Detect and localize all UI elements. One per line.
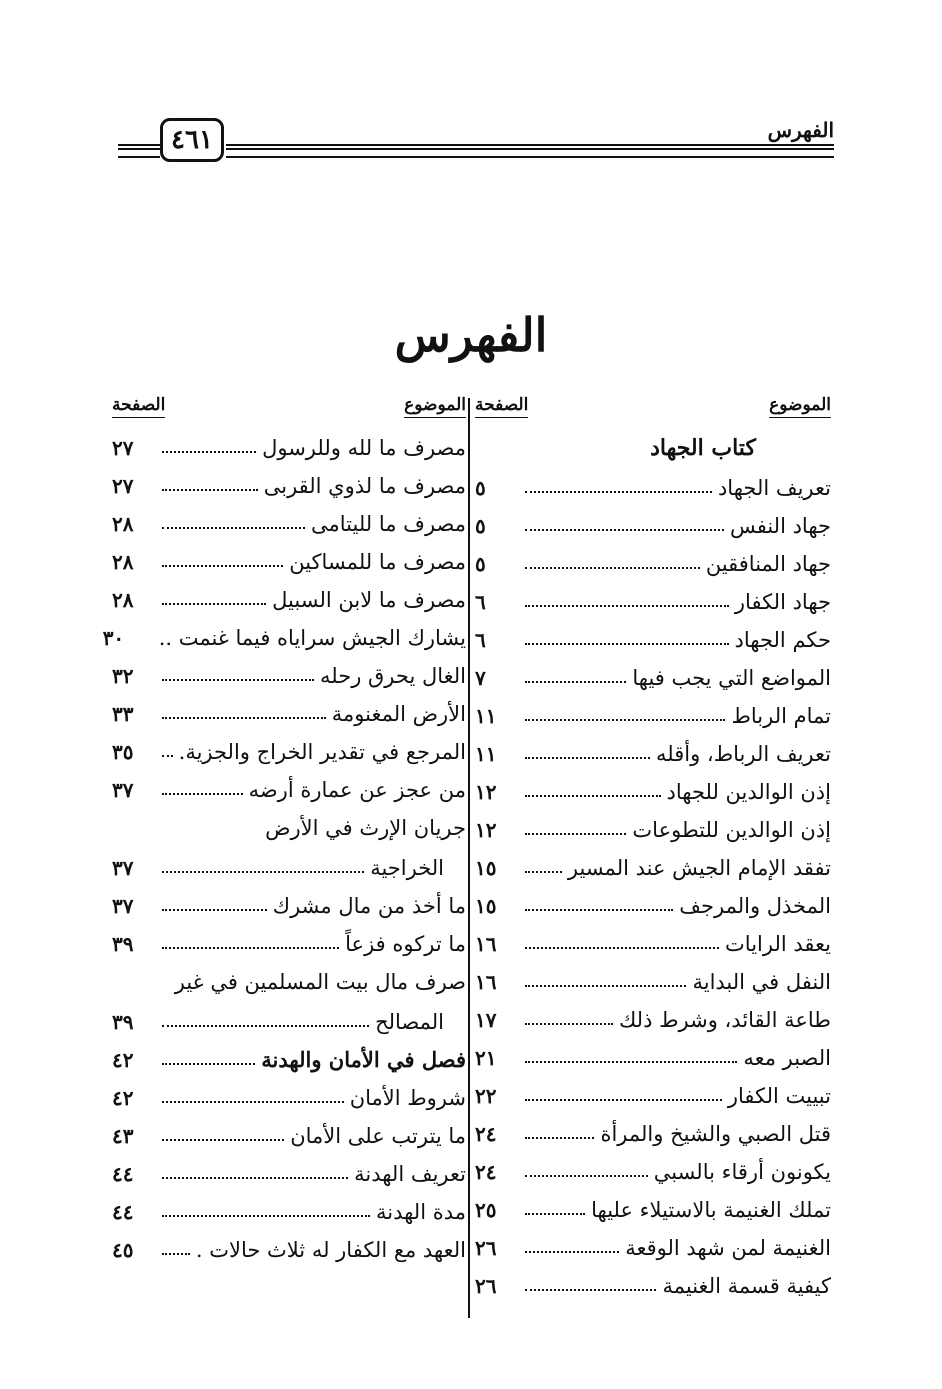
leader-dots <box>525 1212 585 1215</box>
leader-dots <box>525 908 673 911</box>
index-entry <box>112 1079 466 1117</box>
entry-page: ٢٨ <box>112 512 134 536</box>
index-entry <box>475 849 831 887</box>
entry-title: ما أخذ من مال مشرك <box>272 894 466 918</box>
entry-title: كيفية قسمة الغنيمة <box>662 1274 831 1298</box>
index-entry <box>475 583 831 621</box>
entry-page: ٣٩ <box>112 1010 134 1034</box>
leader-dots <box>162 526 305 529</box>
entry-title: المواضع التي يجب فيها <box>632 666 831 690</box>
entry-page: ٥ <box>475 514 486 538</box>
entry-page: ٤٤ <box>112 1200 134 1224</box>
entry-page: ١٦ <box>475 932 497 956</box>
entry-page: ٦ <box>475 628 486 652</box>
section-title: كتاب الجهاد <box>650 435 756 461</box>
entry-title: إذن الوالدين للجهاد <box>666 780 831 804</box>
leader-dots <box>162 946 339 949</box>
leader-dots <box>162 488 258 491</box>
leader-dots <box>525 1022 613 1025</box>
leader-dots <box>162 908 267 911</box>
column-header <box>112 395 466 429</box>
topic-heading: الموضوع <box>769 395 831 418</box>
index-entry <box>112 695 466 733</box>
leader-dots <box>162 1062 255 1065</box>
entry-page: ٥ <box>475 552 486 576</box>
index-entry <box>475 1191 831 1229</box>
leader-dots <box>525 680 626 683</box>
entry-title: من عجز عن عمارة أرضه <box>248 778 466 802</box>
leader-dots <box>525 1060 737 1063</box>
entry-page: ١٧ <box>475 1008 497 1032</box>
leader-dots <box>525 1250 619 1253</box>
leader-dots <box>162 678 314 681</box>
entry-title: مصرف ما لليتامى <box>311 512 466 536</box>
entry-title: حكم الجهاد <box>734 628 831 652</box>
leader-dots <box>525 794 661 797</box>
entry-page: ٣٧ <box>112 778 134 802</box>
leader-dots <box>525 946 719 949</box>
leader-dots <box>162 870 364 873</box>
index-entry <box>112 429 466 467</box>
index-entry <box>475 1153 831 1191</box>
entry-page: ٢٨ <box>112 550 134 574</box>
page-heading: الصفحة <box>475 395 528 418</box>
index-entry <box>475 1001 831 1039</box>
entry-title: تعريف الهدنة <box>354 1162 466 1186</box>
index-entry <box>475 1039 831 1077</box>
entry-page: ١١ <box>475 704 497 728</box>
entry-page: ٢١ <box>475 1046 497 1070</box>
entry-page: ١٦ <box>475 970 497 994</box>
index-entry <box>475 507 831 545</box>
entry-title: المرجع في تقدير الخراج والجزية. <box>178 740 466 764</box>
index-entry <box>112 1041 466 1079</box>
leader-dots <box>525 984 686 987</box>
leader-dots <box>525 1136 594 1139</box>
leader-dots <box>525 642 729 645</box>
entry-page: ٣٧ <box>112 894 134 918</box>
index-entry <box>475 773 831 811</box>
index-entry <box>102 619 466 657</box>
index-entry <box>475 735 831 773</box>
entry-title: مصرف ما لذوي القربى <box>263 474 466 498</box>
index-entry <box>112 657 466 695</box>
entry-title: المخذل والمرجف <box>679 894 831 918</box>
leader-dots <box>525 756 650 759</box>
leader-dots <box>162 450 256 453</box>
entry-page: ٣٣ <box>112 702 134 726</box>
entry-title: قتل الصبي والشيخ والمرأة <box>600 1122 831 1146</box>
entry-title: العهد مع الكفار له ثلاث حالات . <box>195 1238 466 1262</box>
index-column-left <box>102 395 466 1315</box>
entry-title: مصرف ما للمساكين <box>289 550 466 574</box>
leader-dots <box>162 754 173 757</box>
entry-page: ٤٣ <box>112 1124 134 1148</box>
entry-list <box>475 469 831 1305</box>
entry-page: ٣٧ <box>112 856 134 880</box>
entry-page: ٣٠ <box>102 626 125 650</box>
entry-title: ما يترتب على الأمان <box>290 1124 466 1148</box>
column-header <box>475 395 831 429</box>
entry-page: ٥ <box>475 476 486 500</box>
entry-page: ٦ <box>475 590 486 614</box>
entry-title: جهاد الكفار <box>734 590 831 614</box>
index-entry <box>475 963 831 1001</box>
index-entry <box>112 1231 466 1269</box>
page-number-box: ٤٦١ <box>160 118 224 162</box>
entry-title-continuation: المصالح <box>375 1010 444 1034</box>
entry-title: النفل في البداية <box>692 970 831 994</box>
leader-dots <box>162 792 243 795</box>
entry-title: مدة الهدنة <box>376 1200 466 1224</box>
header-rule-right <box>226 144 834 158</box>
leader-dots <box>525 1098 722 1101</box>
leader-dots <box>162 1100 344 1103</box>
entry-title: جهاد النفس <box>729 514 831 538</box>
column-divider <box>468 398 470 1318</box>
entry-title: إذن الوالدين للتطوعات <box>632 818 831 842</box>
entry-title: تمام الرباط <box>731 704 831 728</box>
index-entry <box>475 1229 831 1267</box>
entry-title: جريان الإرث في الأرض <box>265 816 466 840</box>
entry-title: الصبر معه <box>743 1046 831 1070</box>
entry-page: ٢٢ <box>475 1084 497 1108</box>
index-entry <box>475 697 831 735</box>
entry-page: ٤٢ <box>112 1048 134 1072</box>
leader-dots <box>162 602 266 605</box>
index-entry-continuation <box>112 1003 466 1041</box>
index-entry <box>112 925 466 963</box>
entry-title: يكونون أرقاء بالسبي <box>653 1160 831 1184</box>
entry-page: ٤٥ <box>112 1238 134 1262</box>
entry-title: صرف مال بيت المسلمين في غير <box>174 970 466 994</box>
index-entry <box>475 545 831 583</box>
entry-page: ٢٦ <box>475 1236 497 1260</box>
entry-title: طاعة القائد، وشرط ذلك <box>618 1008 831 1032</box>
leader-dots <box>162 1214 370 1217</box>
entry-page: ١٥ <box>475 856 497 880</box>
entry-title: تعريف الجهاد <box>717 476 831 500</box>
leader-dots <box>525 566 700 569</box>
entry-title: الغال يحرق رحله <box>320 664 466 688</box>
entry-title-continuation: الخراجية <box>370 856 444 880</box>
index-entry <box>112 887 466 925</box>
entry-page: ٤٤ <box>112 1162 134 1186</box>
entry-title: تبييت الكفار <box>727 1084 831 1108</box>
index-entry <box>475 925 831 963</box>
index-entry-continuation <box>112 849 466 887</box>
entry-title: شروط الأمان <box>349 1086 466 1110</box>
index-entry <box>112 581 466 619</box>
entry-title: يشارك الجيش سراياه فيما غنمت .. <box>158 626 466 650</box>
leader-dots <box>525 832 626 835</box>
index-entry <box>475 887 831 925</box>
leader-dots <box>162 1024 369 1027</box>
entry-page: ٣٢ <box>112 664 134 688</box>
index-title: الفهرس <box>394 308 548 362</box>
index-entry <box>112 1117 466 1155</box>
leader-dots <box>525 1174 648 1177</box>
entry-title: تملك الغنيمة بالاستيلاء عليها <box>591 1198 831 1222</box>
index-entry <box>475 1115 831 1153</box>
index-entry <box>475 1077 831 1115</box>
leader-dots <box>525 490 712 493</box>
leader-dots <box>162 716 326 719</box>
entry-title: الأرض المغنومة <box>331 702 466 726</box>
entry-title: تفقد الإمام الجيش عند المسير <box>567 856 831 880</box>
entry-page: ١٢ <box>475 818 497 842</box>
entry-page: ٢٦ <box>475 1274 497 1298</box>
index-entry <box>112 1193 466 1231</box>
header-rule-left <box>118 144 160 158</box>
entry-page: ٢٥ <box>475 1198 497 1222</box>
index-entry <box>112 505 466 543</box>
page-heading: الصفحة <box>112 395 165 418</box>
leader-dots <box>525 1288 656 1291</box>
topic-heading: الموضوع <box>404 395 466 418</box>
index-entry <box>475 469 831 507</box>
entry-page: ٣٩ <box>112 932 134 956</box>
entry-title: مصرف ما لابن السبيل <box>272 588 466 612</box>
index-entry <box>112 733 466 771</box>
entry-title: جهاد المنافقين <box>705 552 831 576</box>
page-header <box>118 112 834 166</box>
leader-dots <box>525 718 725 721</box>
entry-page: ٢٧ <box>112 436 134 460</box>
entry-page: ٧ <box>475 666 486 690</box>
entry-title: ما تركوه فزعاً <box>345 932 466 956</box>
leader-dots <box>162 1138 284 1141</box>
entry-title: يعقد الرايات <box>725 932 831 956</box>
entry-page: ٢٤ <box>475 1160 497 1184</box>
index-column-right <box>475 395 831 1315</box>
leader-dots <box>525 604 729 607</box>
entry-page: ١١ <box>475 742 497 766</box>
entry-page: ٤٢ <box>112 1086 134 1110</box>
leader-dots <box>162 1176 348 1179</box>
entry-page: ٢٤ <box>475 1122 497 1146</box>
entry-page: ١٢ <box>475 780 497 804</box>
entry-list <box>102 429 466 1269</box>
running-title: الفهرس <box>762 118 834 142</box>
entry-title: تعريف الرباط، وأقله <box>656 742 831 766</box>
entry-page: ٣٥ <box>112 740 134 764</box>
index-entry <box>112 543 466 581</box>
entry-page: ٢٧ <box>112 474 134 498</box>
entry-title: مصرف ما لله وللرسول <box>262 436 466 460</box>
index-entry <box>475 621 831 659</box>
index-entry <box>112 771 466 809</box>
leader-dots <box>162 564 283 567</box>
index-entry <box>112 467 466 505</box>
leader-dots <box>525 870 562 873</box>
entry-title: الغنيمة لمن شهد الوقعة <box>625 1236 831 1260</box>
index-entry <box>112 963 466 1003</box>
leader-dots <box>525 528 724 531</box>
entry-page: ٢٨ <box>112 588 134 612</box>
index-entry <box>475 811 831 849</box>
index-entry <box>112 1155 466 1193</box>
section-heading <box>475 429 831 469</box>
index-entry <box>475 659 831 697</box>
entry-page: ١٥ <box>475 894 497 918</box>
index-entry <box>475 1267 831 1305</box>
entry-title: فصل في الأمان والهدنة <box>261 1047 466 1072</box>
leader-dots <box>162 1252 190 1255</box>
index-entry <box>112 809 466 849</box>
